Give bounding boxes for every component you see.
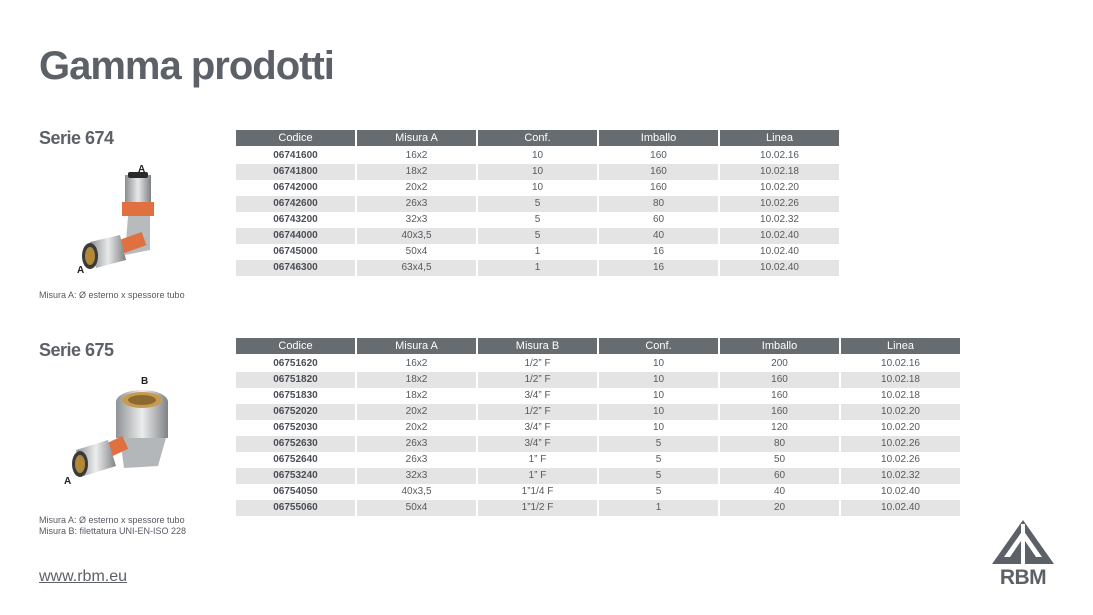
table-cell: 10 bbox=[652, 390, 665, 401]
table-cell: 16x2 bbox=[405, 358, 428, 369]
table-cell: 5 bbox=[478, 228, 597, 244]
table-cell: 40 bbox=[773, 486, 786, 497]
product-code-cell: 06754050 bbox=[273, 486, 318, 497]
table-cell: 10.02.26 bbox=[720, 196, 839, 212]
table-cell: 10.02.20 bbox=[841, 404, 960, 420]
column-header: Misura A bbox=[357, 338, 476, 356]
table-cell: 10.02.20 bbox=[881, 422, 920, 433]
table-cell: 1”1/2 F bbox=[478, 500, 597, 516]
table-cell: 10 bbox=[531, 150, 544, 161]
table-cell: 1 bbox=[599, 500, 718, 516]
table-row bbox=[236, 180, 839, 196]
column-header: Misura B bbox=[478, 338, 597, 356]
table-cell: 1” F bbox=[528, 454, 547, 465]
table-cell: 60 bbox=[652, 214, 665, 225]
table-cell: 1 bbox=[534, 246, 541, 257]
table-cell: 10.02.32 bbox=[760, 214, 799, 225]
table-cell: 10.02.26 bbox=[881, 454, 920, 465]
product-code-cell: 06745000 bbox=[273, 246, 318, 257]
table-cell: 5 bbox=[599, 436, 718, 452]
product-code-cell: 06752630 bbox=[236, 436, 355, 452]
product-code-cell: 06752640 bbox=[273, 454, 318, 465]
series-674-table bbox=[234, 130, 841, 276]
table-cell: 63x4,5 bbox=[357, 260, 476, 276]
table-cell: 50x4 bbox=[405, 246, 428, 257]
table-row bbox=[236, 164, 839, 180]
table-cell: 160 bbox=[650, 182, 667, 193]
product-code-cell: 06753240 bbox=[236, 468, 355, 484]
table-cell: 18x2 bbox=[405, 390, 428, 401]
column-header: Misura A bbox=[357, 130, 476, 148]
product-code-cell: 06741800 bbox=[236, 164, 355, 180]
elbow-threaded-fitting-image bbox=[62, 380, 182, 490]
table-row bbox=[236, 452, 960, 468]
table-cell: 40x3,5 bbox=[401, 486, 432, 497]
table-row bbox=[236, 468, 960, 484]
table-cell: 40x3,5 bbox=[357, 228, 476, 244]
page-title: Gamma prodotti bbox=[39, 44, 334, 88]
product-code-cell: 06746300 bbox=[236, 260, 355, 276]
product-code-cell: 06751820 bbox=[236, 372, 355, 388]
table-cell: 1 bbox=[478, 260, 597, 276]
table-row bbox=[236, 436, 960, 452]
table-cell: 5 bbox=[478, 196, 597, 212]
table-cell: 5 bbox=[655, 454, 662, 465]
fitting-label-a-top: A bbox=[138, 164, 146, 175]
column-header: Conf. bbox=[478, 130, 597, 148]
table-cell: 16x2 bbox=[405, 150, 428, 161]
table-cell: 1” F bbox=[478, 468, 597, 484]
table-cell: 10.02.18 bbox=[720, 164, 839, 180]
product-code-cell: 06755060 bbox=[236, 500, 355, 516]
table-row bbox=[236, 372, 960, 388]
series-675-note-b: Misura B: filettatura UNI-EN-ISO 228 bbox=[39, 526, 187, 536]
website-link[interactable]: www.rbm.eu bbox=[39, 568, 128, 585]
table-cell: 3/4” F bbox=[478, 436, 597, 452]
table-cell: 26x3 bbox=[357, 436, 476, 452]
table-cell: 10.02.18 bbox=[881, 390, 920, 401]
table-header-row bbox=[236, 338, 960, 356]
table-cell: 10.02.16 bbox=[760, 150, 799, 161]
rbm-logo-text: RBM bbox=[999, 566, 1047, 589]
table-cell: 80 bbox=[599, 196, 718, 212]
table-cell: 1”1/4 F bbox=[521, 486, 554, 497]
series-675-note-a: Misura A: Ø esterno x spessore tubo bbox=[39, 515, 185, 525]
table-cell: 80 bbox=[720, 436, 839, 452]
table-cell: 20x2 bbox=[357, 404, 476, 420]
series-675-table bbox=[234, 338, 962, 516]
table-row bbox=[236, 228, 839, 244]
table-cell: 10 bbox=[652, 358, 665, 369]
table-row bbox=[236, 260, 839, 276]
product-code-cell: 06752030 bbox=[273, 422, 318, 433]
table-cell: 200 bbox=[771, 358, 788, 369]
table-cell: 10.02.40 bbox=[720, 260, 839, 276]
table-cell: 5 bbox=[534, 214, 541, 225]
table-cell: 5 bbox=[655, 486, 662, 497]
product-code-cell: 06742600 bbox=[236, 196, 355, 212]
table-cell: 20 bbox=[720, 500, 839, 516]
table-cell: 1/2” F bbox=[478, 404, 597, 420]
product-code-cell: 06741600 bbox=[273, 150, 318, 161]
table-cell: 10.02.40 bbox=[841, 500, 960, 516]
table-row bbox=[236, 244, 839, 260]
product-code-cell: 06751620 bbox=[273, 358, 318, 369]
table-cell: 160 bbox=[771, 390, 788, 401]
product-code-cell: 06752020 bbox=[236, 404, 355, 420]
table-cell: 32x3 bbox=[357, 468, 476, 484]
column-header: Codice bbox=[236, 130, 355, 148]
column-header: Imballo bbox=[599, 130, 718, 148]
series-674-title: Serie 674 bbox=[39, 128, 114, 148]
table-cell: 50x4 bbox=[357, 500, 476, 516]
table-cell: 10 bbox=[599, 372, 718, 388]
table-row bbox=[236, 404, 960, 420]
table-cell: 160 bbox=[720, 372, 839, 388]
table-cell: 10.02.16 bbox=[881, 358, 920, 369]
table-cell: 160 bbox=[650, 150, 667, 161]
table-cell: 16 bbox=[599, 260, 718, 276]
table-cell: 20x2 bbox=[405, 422, 428, 433]
product-code-cell: 06751830 bbox=[273, 390, 318, 401]
table-cell: 5 bbox=[599, 468, 718, 484]
table-cell: 20x2 bbox=[405, 182, 428, 193]
table-cell: 18x2 bbox=[357, 164, 476, 180]
table-cell: 60 bbox=[720, 468, 839, 484]
rbm-logo-icon bbox=[992, 520, 1054, 566]
table-row bbox=[236, 356, 960, 372]
table-cell: 26x3 bbox=[405, 454, 428, 465]
table-cell: 10.02.18 bbox=[841, 372, 960, 388]
product-code-cell: 06743200 bbox=[273, 214, 318, 225]
table-cell: 50 bbox=[773, 454, 786, 465]
product-code-cell: 06742000 bbox=[273, 182, 318, 193]
table-cell: 1/2” F bbox=[524, 358, 551, 369]
product-code-cell: 06744000 bbox=[236, 228, 355, 244]
column-header: Linea bbox=[720, 130, 839, 148]
table-cell: 10.02.32 bbox=[841, 468, 960, 484]
table-cell: 10 bbox=[478, 164, 597, 180]
elbow-press-fitting-image bbox=[70, 160, 165, 280]
table-cell: 160 bbox=[599, 164, 718, 180]
table-cell: 10.02.40 bbox=[881, 486, 920, 497]
table-row bbox=[236, 196, 839, 212]
table-cell: 10.02.40 bbox=[720, 228, 839, 244]
column-header: Linea bbox=[841, 338, 960, 356]
table-cell: 160 bbox=[720, 404, 839, 420]
table-row bbox=[236, 420, 960, 436]
column-header: Codice bbox=[236, 338, 355, 356]
table-cell: 18x2 bbox=[357, 372, 476, 388]
fitting-label-a-bottom: A bbox=[77, 265, 85, 276]
column-header: Imballo bbox=[720, 338, 839, 356]
table-row bbox=[236, 500, 960, 516]
table-cell: 120 bbox=[771, 422, 788, 433]
table-cell: 26x3 bbox=[357, 196, 476, 212]
table-row bbox=[236, 484, 960, 500]
table-row bbox=[236, 148, 839, 164]
table-cell: 16 bbox=[652, 246, 665, 257]
series-674-note: Misura A: Ø esterno x spessore tubo bbox=[39, 290, 185, 300]
series-675-title: Serie 675 bbox=[39, 340, 114, 360]
table-row bbox=[236, 212, 839, 228]
table-cell: 1/2” F bbox=[478, 372, 597, 388]
table-cell: 10 bbox=[599, 404, 718, 420]
table-cell: 32x3 bbox=[405, 214, 428, 225]
fitting-label-a: A bbox=[64, 476, 72, 487]
table-cell: 10 bbox=[652, 422, 665, 433]
table-cell: 10.02.26 bbox=[841, 436, 960, 452]
table-cell: 40 bbox=[599, 228, 718, 244]
table-row bbox=[236, 388, 960, 404]
table-cell: 10.02.40 bbox=[760, 246, 799, 257]
table-cell: 10.02.20 bbox=[760, 182, 799, 193]
table-cell: 3/4” F bbox=[524, 422, 551, 433]
column-header: Conf. bbox=[599, 338, 718, 356]
table-cell: 3/4” F bbox=[524, 390, 551, 401]
fitting-label-b: B bbox=[141, 376, 149, 387]
table-cell: 10 bbox=[531, 182, 544, 193]
table-header-row bbox=[236, 130, 839, 148]
